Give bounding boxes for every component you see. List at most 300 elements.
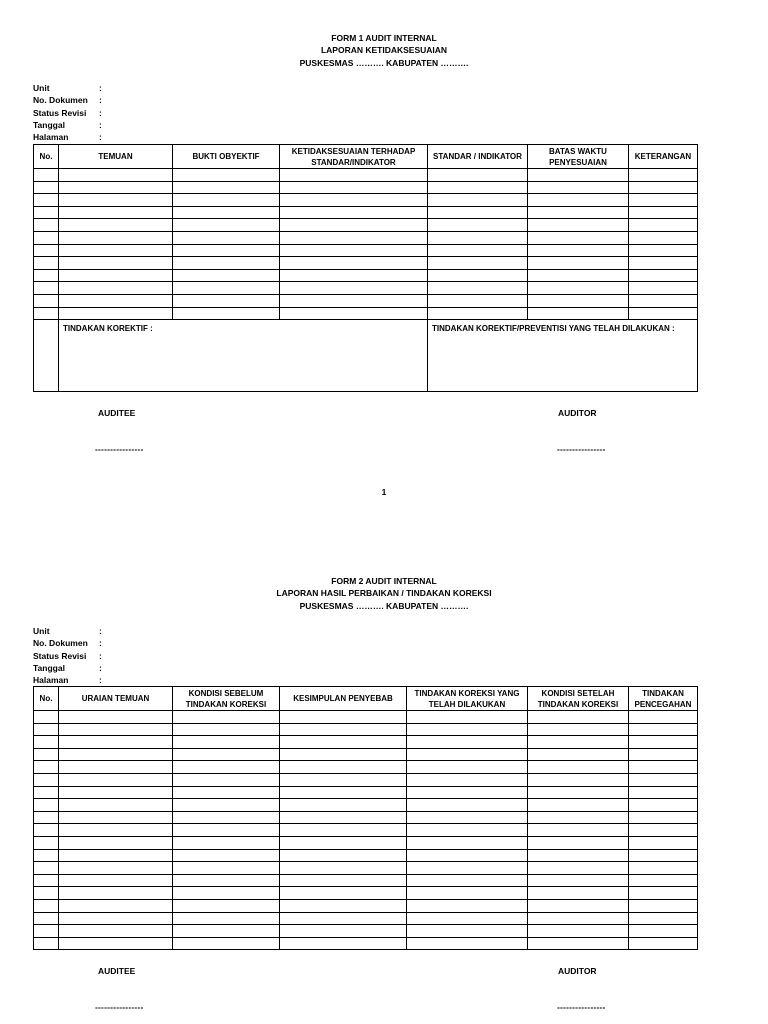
form2-auditee-signature-line[interactable]: ---------------- (95, 1002, 144, 1012)
table-cell[interactable] (280, 257, 428, 270)
table-cell[interactable] (280, 773, 407, 786)
page-number: 1 (381, 487, 387, 497)
table-cell[interactable] (280, 748, 407, 761)
table-cell[interactable] (528, 836, 629, 849)
table-cell[interactable] (528, 811, 629, 824)
form2-meta (33, 625, 102, 686)
table-cell[interactable] (59, 206, 173, 219)
table-cell[interactable] (407, 937, 528, 950)
table-cell[interactable] (59, 181, 173, 194)
preventive-action-cell[interactable] (428, 320, 698, 392)
header-tindakan-koreksi: TINDAKAN KOREKSI YANG TELAH DILAKUKAN (407, 687, 528, 711)
table-cell[interactable] (629, 773, 698, 786)
form2-title-line-2: LAPORAN HASIL PERBAIKAN / TINDAKAN KOREKSI (276, 588, 492, 598)
table-cell[interactable] (407, 711, 528, 724)
table-cell[interactable] (528, 849, 629, 862)
action-row-no-cell[interactable] (34, 320, 59, 392)
table-cell[interactable] (407, 786, 528, 799)
table-cell[interactable] (629, 836, 698, 849)
table-cell[interactable] (34, 269, 59, 282)
table-cell[interactable] (629, 307, 698, 320)
table-cell[interactable] (34, 773, 59, 786)
table-cell[interactable] (34, 862, 59, 875)
table-cell[interactable] (59, 799, 173, 812)
table-cell[interactable] (629, 874, 698, 887)
table-cell[interactable] (173, 836, 280, 849)
table-cell[interactable] (280, 736, 407, 749)
table-cell[interactable] (629, 786, 698, 799)
table-cell[interactable] (280, 899, 407, 912)
table-cell[interactable] (629, 294, 698, 307)
table-cell[interactable] (280, 925, 407, 938)
meta-label-tanggal: Tanggal (33, 119, 65, 130)
table-cell[interactable] (629, 206, 698, 219)
table-cell[interactable] (173, 231, 280, 244)
form1-auditee-signature-line[interactable]: ---------------- (95, 444, 144, 454)
table-cell[interactable] (34, 294, 59, 307)
table-row (34, 206, 698, 219)
table-cell[interactable] (528, 786, 629, 799)
meta-sep: : (99, 650, 102, 661)
table-cell[interactable] (173, 786, 280, 799)
table-cell[interactable] (34, 736, 59, 749)
table-cell[interactable] (280, 307, 428, 320)
table-cell[interactable] (280, 269, 428, 282)
table-cell[interactable] (629, 887, 698, 900)
table-cell[interactable] (59, 282, 173, 295)
table-cell[interactable] (407, 874, 528, 887)
table-cell[interactable] (173, 887, 280, 900)
meta-label-status-revisi: Status Revisi (33, 107, 87, 118)
table-cell[interactable] (280, 874, 407, 887)
table-row (34, 294, 698, 307)
meta-sep: : (99, 119, 102, 130)
meta-sep: : (99, 662, 102, 673)
corrective-action-cell[interactable] (59, 320, 428, 392)
table-row (34, 773, 698, 786)
table-cell[interactable] (407, 773, 528, 786)
table-cell[interactable] (428, 282, 528, 295)
form2-table (33, 686, 698, 950)
form2-auditee-label: AUDITEE (98, 966, 136, 976)
table-cell[interactable] (59, 269, 173, 282)
table-cell[interactable] (59, 811, 173, 824)
table-cell[interactable] (59, 736, 173, 749)
table-cell[interactable] (528, 244, 629, 257)
form1-auditor-signature-line[interactable]: ---------------- (557, 444, 606, 454)
meta-sep: : (99, 132, 102, 143)
table-cell[interactable] (173, 723, 280, 736)
table-cell[interactable] (528, 711, 629, 724)
form1-title-line-1: FORM 1 AUDIT INTERNAL (331, 33, 437, 43)
table-row (34, 711, 698, 724)
table-cell[interactable] (173, 181, 280, 194)
table-cell[interactable] (528, 899, 629, 912)
table-cell[interactable] (629, 748, 698, 761)
table-cell[interactable] (173, 219, 280, 232)
table-cell[interactable] (173, 244, 280, 257)
header-bukti-obyektif: BUKTI OBYEKTIF (173, 145, 280, 169)
table-cell[interactable] (59, 836, 173, 849)
header-batas-waktu: BATAS WAKTU PENYESUAIAN (528, 145, 629, 169)
table-cell[interactable] (59, 862, 173, 875)
table-cell[interactable] (528, 307, 629, 320)
form1-meta (33, 82, 102, 143)
table-cell[interactable] (173, 937, 280, 950)
meta-sep: : (99, 626, 102, 636)
table-cell[interactable] (407, 912, 528, 925)
table-cell[interactable] (280, 723, 407, 736)
table-cell[interactable] (34, 307, 59, 320)
table-row (34, 282, 698, 295)
table-row (34, 811, 698, 824)
meta-label-unit: Unit (33, 83, 50, 93)
table-cell[interactable] (528, 231, 629, 244)
table-cell[interactable] (528, 887, 629, 900)
table-cell[interactable] (34, 799, 59, 812)
header-ketidaksesuaian: KETIDAKSESUAIAN TERHADAP STANDAR/INDIKATOR (280, 145, 428, 169)
form1-title-line-2: LAPORAN KETIDAKSESUAIAN (320, 45, 448, 55)
table-cell[interactable] (59, 773, 173, 786)
table-row (34, 307, 698, 320)
table-row (34, 723, 698, 736)
table-cell[interactable] (629, 862, 698, 875)
form1-auditee-label: AUDITEE (98, 408, 136, 418)
form2-body (34, 711, 698, 950)
table-cell[interactable] (173, 773, 280, 786)
table-cell[interactable] (173, 761, 280, 774)
corrective-action-label: TINDAKAN KOREKTIF : (63, 324, 153, 334)
table-row (34, 912, 698, 925)
table-cell[interactable] (59, 912, 173, 925)
meta-label-halaman: Halaman (33, 132, 69, 143)
table-cell[interactable] (629, 169, 698, 182)
table-cell[interactable] (629, 937, 698, 950)
table-cell[interactable] (407, 925, 528, 938)
table-cell[interactable] (59, 723, 173, 736)
table-cell[interactable] (528, 269, 629, 282)
table-row (34, 799, 698, 812)
table-row (34, 194, 698, 207)
header-no: No. (34, 687, 59, 711)
table-row (34, 786, 698, 799)
table-row (34, 824, 698, 837)
table-cell[interactable] (173, 206, 280, 219)
table-cell[interactable] (629, 824, 698, 837)
table-cell[interactable] (173, 748, 280, 761)
table-cell[interactable] (173, 294, 280, 307)
table-row (34, 244, 698, 257)
table-cell[interactable] (428, 181, 528, 194)
table-cell[interactable] (173, 269, 280, 282)
table-cell[interactable] (173, 194, 280, 207)
table-cell[interactable] (528, 799, 629, 812)
table-cell[interactable] (280, 194, 428, 207)
table-cell[interactable] (59, 824, 173, 837)
table-cell[interactable] (629, 761, 698, 774)
table-cell[interactable] (34, 231, 59, 244)
table-cell[interactable] (528, 181, 629, 194)
table-cell[interactable] (173, 307, 280, 320)
table-cell[interactable] (34, 849, 59, 862)
table-cell[interactable] (629, 799, 698, 812)
table-cell[interactable] (173, 282, 280, 295)
table-cell[interactable] (34, 194, 59, 207)
table-cell[interactable] (428, 206, 528, 219)
table-cell[interactable] (629, 912, 698, 925)
table-cell[interactable] (173, 169, 280, 182)
table-cell[interactable] (34, 723, 59, 736)
table-cell[interactable] (34, 937, 59, 950)
table-row (34, 761, 698, 774)
table-cell[interactable] (629, 711, 698, 724)
header-no: No. (34, 145, 59, 169)
table-cell[interactable] (173, 711, 280, 724)
table-cell[interactable] (629, 282, 698, 295)
table-cell[interactable] (59, 244, 173, 257)
table-cell[interactable] (34, 925, 59, 938)
table-cell[interactable] (428, 169, 528, 182)
table-cell[interactable] (528, 723, 629, 736)
table-cell[interactable] (34, 811, 59, 824)
table-cell[interactable] (34, 282, 59, 295)
meta-sep: : (99, 638, 102, 649)
table-row (34, 836, 698, 849)
table-cell[interactable] (629, 231, 698, 244)
table-cell[interactable] (528, 169, 629, 182)
table-cell[interactable] (407, 899, 528, 912)
header-kondisi-sebelum: KONDISI SEBELUM TINDAKAN KOREKSI (173, 687, 280, 711)
table-cell[interactable] (280, 711, 407, 724)
meta-sep: : (99, 675, 102, 686)
table-cell[interactable] (280, 761, 407, 774)
table-row (34, 874, 698, 887)
table-cell[interactable] (59, 786, 173, 799)
table-row (34, 925, 698, 938)
table-cell[interactable] (280, 836, 407, 849)
table-cell[interactable] (280, 786, 407, 799)
table-cell[interactable] (34, 824, 59, 837)
table-cell[interactable] (59, 761, 173, 774)
table-cell[interactable] (280, 231, 428, 244)
table-cell[interactable] (629, 181, 698, 194)
table-cell[interactable] (173, 862, 280, 875)
table-cell[interactable] (173, 912, 280, 925)
table-cell[interactable] (629, 194, 698, 207)
table-cell[interactable] (528, 194, 629, 207)
table-row (34, 736, 698, 749)
table-cell[interactable] (34, 874, 59, 887)
form2-title-line-1: FORM 2 AUDIT INTERNAL (331, 576, 437, 586)
table-cell[interactable] (34, 887, 59, 900)
table-cell[interactable] (34, 169, 59, 182)
meta-sep: : (99, 107, 102, 118)
table-cell[interactable] (407, 736, 528, 749)
table-cell[interactable] (59, 748, 173, 761)
table-cell[interactable] (34, 244, 59, 257)
table-cell[interactable] (629, 925, 698, 938)
table-cell[interactable] (59, 711, 173, 724)
table-cell[interactable] (528, 937, 629, 950)
table-cell[interactable] (528, 862, 629, 875)
table-cell[interactable] (59, 294, 173, 307)
table-cell[interactable] (407, 799, 528, 812)
form2-auditor-signature-line[interactable]: ---------------- (557, 1002, 606, 1012)
header-kesimpulan-penyebab: KESIMPULAN PENYEBAB (280, 687, 407, 711)
table-cell[interactable] (173, 899, 280, 912)
table-cell[interactable] (428, 307, 528, 320)
table-cell[interactable] (59, 219, 173, 232)
table-cell[interactable] (173, 257, 280, 270)
table-row (34, 862, 698, 875)
table-cell[interactable] (407, 849, 528, 862)
table-cell[interactable] (629, 899, 698, 912)
table-cell[interactable] (280, 181, 428, 194)
header-tindakan-pencegahan: TINDAKAN PENCEGAHAN (629, 687, 698, 711)
table-cell[interactable] (280, 912, 407, 925)
table-cell[interactable] (528, 773, 629, 786)
table-cell[interactable] (407, 748, 528, 761)
table-cell[interactable] (528, 824, 629, 837)
table-cell[interactable] (34, 206, 59, 219)
table-cell[interactable] (173, 736, 280, 749)
table-cell[interactable] (59, 874, 173, 887)
table-cell[interactable] (280, 862, 407, 875)
table-cell[interactable] (629, 723, 698, 736)
meta-label-halaman: Halaman (33, 675, 69, 686)
table-cell[interactable] (428, 294, 528, 307)
table-cell[interactable] (428, 194, 528, 207)
table-cell[interactable] (428, 231, 528, 244)
table-cell[interactable] (59, 307, 173, 320)
table-cell[interactable] (59, 231, 173, 244)
table-cell[interactable] (629, 849, 698, 862)
table-cell[interactable] (280, 244, 428, 257)
table-cell[interactable] (173, 799, 280, 812)
table-cell[interactable] (280, 811, 407, 824)
table-cell[interactable] (629, 811, 698, 824)
table-cell[interactable] (629, 269, 698, 282)
table-row (34, 899, 698, 912)
table-cell[interactable] (629, 736, 698, 749)
table-cell[interactable] (34, 711, 59, 724)
table-cell[interactable] (407, 761, 528, 774)
header-kondisi-setelah: KONDISI SETELAH TINDAKAN KOREKSI (528, 687, 629, 711)
meta-label-status-revisi: Status Revisi (33, 650, 87, 661)
form2-header-row (34, 687, 698, 711)
form1-title-line-3: PUSKESMAS ………. KABUPATEN ………. (299, 58, 469, 68)
table-cell[interactable] (280, 887, 407, 900)
table-cell[interactable] (280, 824, 407, 837)
table-row (34, 219, 698, 232)
table-cell[interactable] (528, 874, 629, 887)
preventive-action-label: TINDAKAN KOREKTIF/PREVENTISI YANG TELAH DILAKUKAN : (432, 324, 675, 334)
table-cell[interactable] (59, 937, 173, 950)
table-cell[interactable] (59, 887, 173, 900)
table-cell[interactable] (280, 294, 428, 307)
table-cell[interactable] (428, 219, 528, 232)
table-cell[interactable] (173, 849, 280, 862)
table-cell[interactable] (280, 219, 428, 232)
table-cell[interactable] (34, 761, 59, 774)
table-cell[interactable] (59, 899, 173, 912)
table-cell[interactable] (280, 282, 428, 295)
table-cell[interactable] (173, 925, 280, 938)
table-cell[interactable] (428, 257, 528, 270)
table-cell[interactable] (34, 257, 59, 270)
table-cell[interactable] (34, 748, 59, 761)
table-cell[interactable] (34, 836, 59, 849)
table-row (34, 937, 698, 950)
table-cell[interactable] (280, 206, 428, 219)
table-cell[interactable] (34, 181, 59, 194)
table-cell[interactable] (528, 282, 629, 295)
table-cell[interactable] (173, 874, 280, 887)
table-cell[interactable] (34, 912, 59, 925)
table-cell[interactable] (280, 849, 407, 862)
table-cell[interactable] (428, 244, 528, 257)
table-cell[interactable] (528, 912, 629, 925)
form1-header-row (34, 145, 698, 169)
meta-label-no-dokumen: No. Dokumen (33, 95, 88, 106)
table-cell[interactable] (59, 257, 173, 270)
meta-label-no-dokumen: No. Dokumen (33, 638, 88, 649)
table-cell[interactable] (528, 219, 629, 232)
table-cell[interactable] (528, 206, 629, 219)
table-cell[interactable] (280, 169, 428, 182)
table-cell[interactable] (407, 887, 528, 900)
table-cell[interactable] (629, 244, 698, 257)
table-cell[interactable] (280, 799, 407, 812)
table-cell[interactable] (629, 257, 698, 270)
header-uraian-temuan: URAIAN TEMUAN (59, 687, 173, 711)
table-cell[interactable] (528, 257, 629, 270)
table-row (34, 181, 698, 194)
table-cell[interactable] (629, 219, 698, 232)
table-cell[interactable] (528, 761, 629, 774)
table-row (34, 231, 698, 244)
table-cell[interactable] (407, 862, 528, 875)
form1-action-row (34, 320, 698, 392)
table-cell[interactable] (59, 849, 173, 862)
table-cell[interactable] (59, 194, 173, 207)
meta-label-unit: Unit (33, 626, 50, 636)
table-cell[interactable] (34, 899, 59, 912)
table-cell[interactable] (428, 269, 528, 282)
table-cell[interactable] (528, 736, 629, 749)
table-cell[interactable] (173, 824, 280, 837)
table-cell[interactable] (407, 811, 528, 824)
table-cell[interactable] (528, 748, 629, 761)
table-cell[interactable] (59, 925, 173, 938)
form1-body (34, 169, 698, 320)
form2-title-line-3: PUSKESMAS ………. KABUPATEN ………. (299, 601, 469, 611)
table-cell[interactable] (407, 836, 528, 849)
table-cell[interactable] (34, 219, 59, 232)
table-cell[interactable] (280, 937, 407, 950)
form1-auditor-label: AUDITOR (558, 408, 597, 418)
table-cell[interactable] (528, 294, 629, 307)
table-row (34, 269, 698, 282)
table-cell[interactable] (34, 786, 59, 799)
table-cell[interactable] (407, 824, 528, 837)
table-cell[interactable] (528, 925, 629, 938)
table-row (34, 849, 698, 862)
table-cell[interactable] (59, 169, 173, 182)
table-cell[interactable] (173, 811, 280, 824)
table-cell[interactable] (407, 723, 528, 736)
header-standar-indikator: STANDAR / INDIKATOR (428, 145, 528, 169)
